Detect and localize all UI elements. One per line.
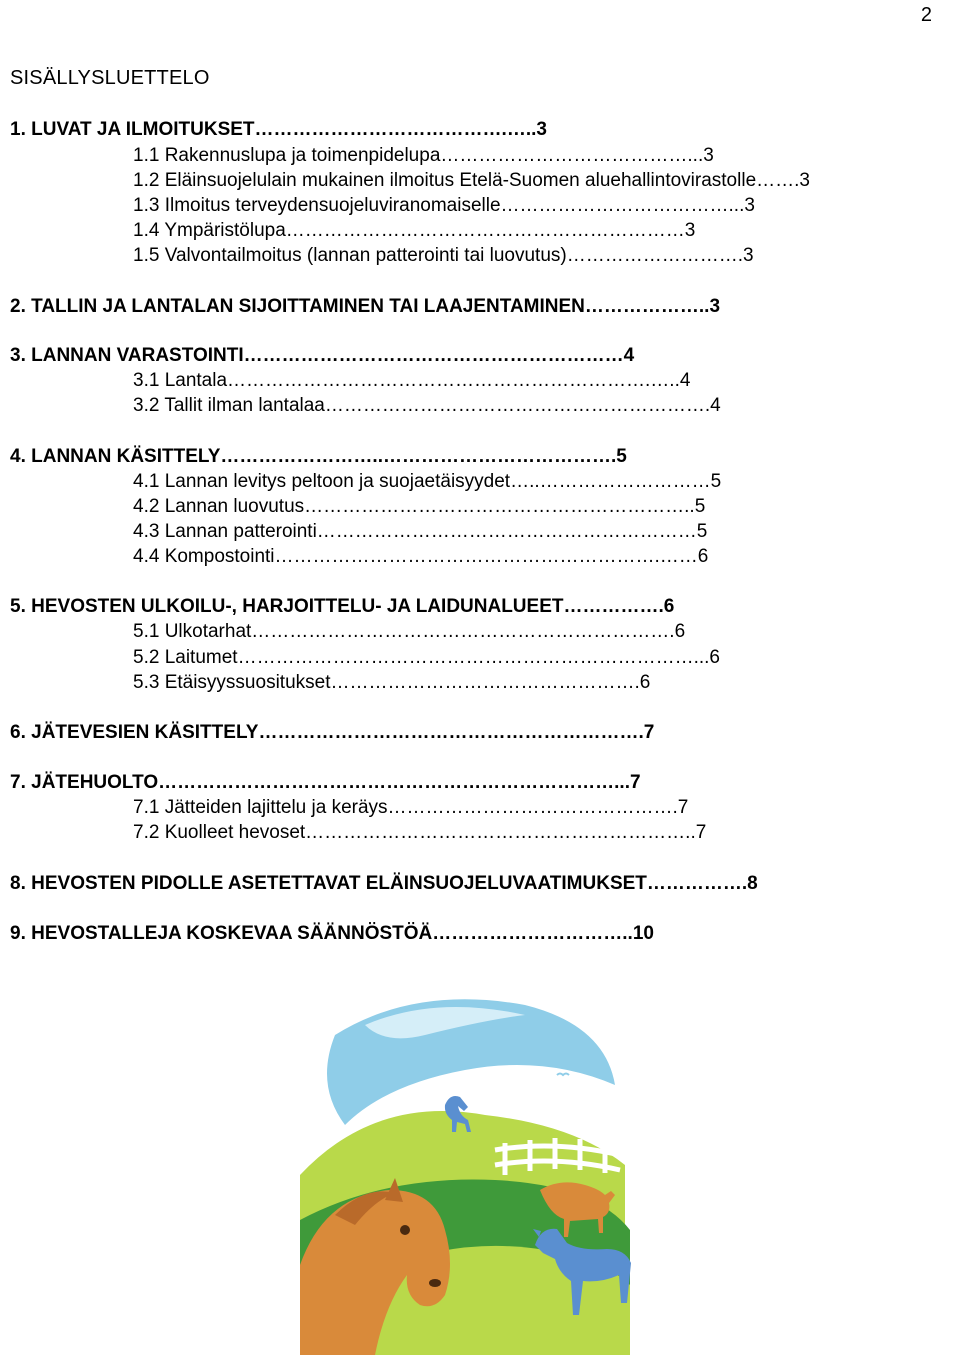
toc-entry-7-2: 7.2 Kuolleet hevoset……………………………………………………..7 — [133, 822, 707, 843]
toc-entry-3-2: 3.2 Tallit ilman lantalaa…………………………………………………….4 — [133, 395, 721, 416]
toc-title: SISÄLLYSLUETTELO — [10, 67, 210, 89]
toc-entry-4: 4. LANNAN KÄSITTELY……………………..……………………………….5 — [10, 446, 627, 467]
toc-entry-1-4: 1.4 Ympäristölupa………………………………………………………3 — [133, 220, 696, 241]
toc-entry-3-1: 3.1 Lantala………………………………………………………….…..4 — [133, 370, 691, 391]
toc-entry-4-1: 4.1 Lannan levitys peltoon ja suojaetäisyydet…..………………………5 — [133, 471, 722, 492]
horses-pasture-illustration-icon — [295, 975, 635, 1355]
toc-entry-9: 9. HEVOSTALLEJA KOSKEVAA SÄÄNNÖSTÖÄ…………………………..10 — [10, 923, 654, 944]
toc-entry-1-1: 1.1 Rakennuslupa ja toimenpidelupa…………………………………...3 — [133, 145, 714, 166]
toc-entry-5-1: 5.1 Ulkotarhat………………………………………………………….6 — [133, 621, 686, 642]
toc-entry-1: 1. LUVAT JA ILMOITUKSET………………………………….…..3 — [10, 119, 547, 140]
toc-entry-5-2: 5.2 Laitumet………………………………………………………………...6 — [133, 647, 720, 668]
bird-icon — [435, 1062, 447, 1064]
toc-entry-5-3: 5.3 Etäisyyssuositukset………………………………………….6 — [133, 672, 651, 693]
toc-entry-1-2: 1.2 Eläinsuojelulain mukainen ilmoitus Etelä-Suomen aluehallintovirastolle…….3 — [133, 170, 810, 191]
toc-entry-7: 7. JÄTEHUOLTO………………………………………………………………...7 — [10, 772, 641, 793]
toc-entry-6: 6. JÄTEVESIEN KÄSITTELY…………………………………………………….7 — [10, 722, 655, 743]
toc-entry-2: 2. TALLIN JA LANTALAN SIJOITTAMINEN TAI LAAJENTAMINEN………………..3 — [10, 296, 721, 317]
toc-entry-1-5: 1.5 Valvontailmoitus (lannan patterointi tai luovutus)……………………….3 — [133, 245, 754, 266]
bird-icon — [557, 1074, 569, 1076]
toc-entry-7-1: 7.1 Jätteiden lajittelu ja keräys……………………………………….7 — [133, 797, 689, 818]
toc-entry-4-3: 4.3 Lannan patterointi……………………………………………………5 — [133, 521, 708, 542]
toc-entry-4-2: 4.2 Lannan luovutus……………………………………………………..5 — [133, 496, 706, 517]
toc-entry-1-3: 1.3 Ilmoitus terveydensuojeluviranomaiselle………………………………...3 — [133, 195, 755, 216]
toc-entry-5: 5. HEVOSTEN ULKOILU-, HARJOITTELU- JA LAIDUNALUEET…………….6 — [10, 596, 675, 617]
toc-entry-4-4: 4.4 Kompostointi…………………………………………………….……6 — [133, 546, 709, 567]
toc-entry-8: 8. HEVOSTEN PIDOLLE ASETETTAVAT ELÄINSUOJELUVAATIMUKSET…………….8 — [10, 873, 758, 894]
toc-entry-3: 3. LANNAN VARASTOINTI……………………………………………………4 — [10, 345, 635, 366]
page-number: 2 — [920, 4, 932, 26]
